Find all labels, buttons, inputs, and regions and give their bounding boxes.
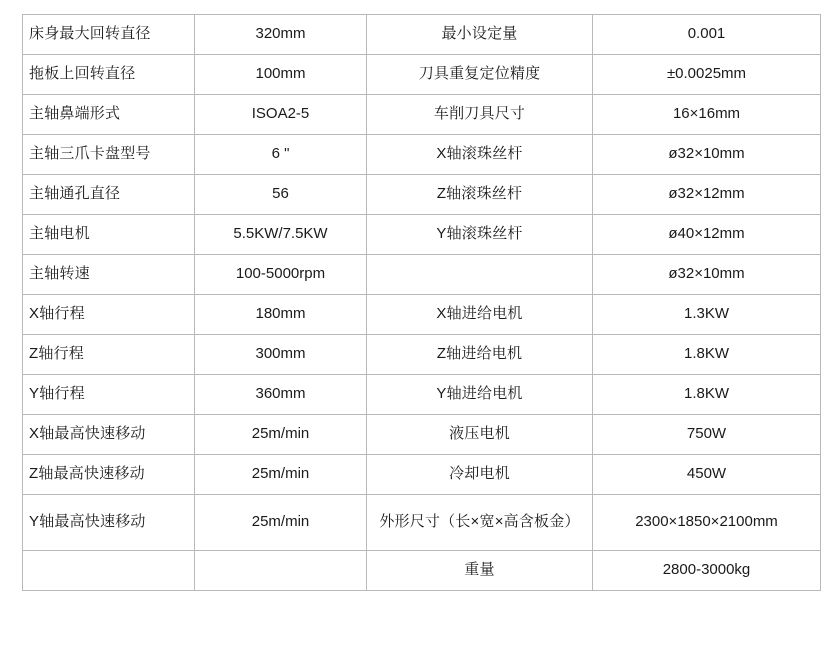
- spec-value-2: 16×16mm: [593, 95, 821, 135]
- spec-value: 320mm: [195, 15, 367, 55]
- spec-value-2: 1.8KW: [593, 335, 821, 375]
- spec-label: 主轴三爪卡盘型号: [23, 135, 195, 175]
- specification-table-body: [23, 15, 821, 591]
- spec-label: 主轴电机: [23, 215, 195, 255]
- table-row: [23, 55, 821, 95]
- spec-value-2: 0.001: [593, 15, 821, 55]
- spec-label-2: 最小设定量: [367, 15, 593, 55]
- spec-value-2: 2300×1850×2100mm: [593, 495, 821, 551]
- table-row: [23, 95, 821, 135]
- spec-label-2: 液压电机: [367, 415, 593, 455]
- table-row: [23, 15, 821, 55]
- table-row: [23, 295, 821, 335]
- spec-value-2: 1.3KW: [593, 295, 821, 335]
- spec-value-2: ±0.0025mm: [593, 55, 821, 95]
- spec-label-2: [367, 255, 593, 295]
- spec-label-2: Y轴滚珠丝杆: [367, 215, 593, 255]
- spec-value-2: 2800-3000kg: [593, 551, 821, 591]
- spec-label-2: 冷却电机: [367, 455, 593, 495]
- spec-value: 300mm: [195, 335, 367, 375]
- specification-table: [22, 14, 821, 591]
- table-row: [23, 335, 821, 375]
- spec-value: 25m/min: [195, 495, 367, 551]
- spec-value-2: 1.8KW: [593, 375, 821, 415]
- spec-value-2: 750W: [593, 415, 821, 455]
- spec-value: 56: [195, 175, 367, 215]
- table-row: [23, 375, 821, 415]
- spec-value: 180mm: [195, 295, 367, 335]
- spec-value: 6 ": [195, 135, 367, 175]
- spec-label: 主轴转速: [23, 255, 195, 295]
- spec-value-2: ø32×12mm: [593, 175, 821, 215]
- spec-value: 100-5000rpm: [195, 255, 367, 295]
- spec-label: 主轴鼻端形式: [23, 95, 195, 135]
- spec-label: X轴行程: [23, 295, 195, 335]
- table-row: [23, 455, 821, 495]
- spec-value-2: 450W: [593, 455, 821, 495]
- spec-value-2: ø32×10mm: [593, 135, 821, 175]
- spec-label-2: X轴滚珠丝杆: [367, 135, 593, 175]
- spec-label: 床身最大回转直径: [23, 15, 195, 55]
- spec-value-2: ø32×10mm: [593, 255, 821, 295]
- spec-label: 主轴通孔直径: [23, 175, 195, 215]
- spec-value: [195, 551, 367, 591]
- spec-label-2: 外形尺寸（长×宽×高含板金）: [367, 495, 593, 551]
- spec-value: 360mm: [195, 375, 367, 415]
- spec-label: Z轴最高快速移动: [23, 455, 195, 495]
- spec-label: Y轴最高快速移动: [23, 495, 195, 551]
- spec-value: 25m/min: [195, 455, 367, 495]
- spec-label-2: 车削刀具尺寸: [367, 95, 593, 135]
- spec-value: 5.5KW/7.5KW: [195, 215, 367, 255]
- spec-value: 100mm: [195, 55, 367, 95]
- spec-label-2: Y轴进给电机: [367, 375, 593, 415]
- spec-label-2: X轴进给电机: [367, 295, 593, 335]
- table-row: [23, 135, 821, 175]
- spec-label-2: Z轴进给电机: [367, 335, 593, 375]
- spec-label: 拖板上回转直径: [23, 55, 195, 95]
- spec-value: ISOA2-5: [195, 95, 367, 135]
- table-row: [23, 215, 821, 255]
- spec-label-2: 刀具重复定位精度: [367, 55, 593, 95]
- table-row: [23, 495, 821, 551]
- spec-label: X轴最高快速移动: [23, 415, 195, 455]
- table-row: [23, 175, 821, 215]
- spec-label-2: Z轴滚珠丝杆: [367, 175, 593, 215]
- spec-label-2: 重量: [367, 551, 593, 591]
- table-row: [23, 551, 821, 591]
- spec-value: 25m/min: [195, 415, 367, 455]
- spec-label: [23, 551, 195, 591]
- table-row: [23, 415, 821, 455]
- table-row: [23, 255, 821, 295]
- spec-label: Z轴行程: [23, 335, 195, 375]
- spec-value-2: ø40×12mm: [593, 215, 821, 255]
- spec-label: Y轴行程: [23, 375, 195, 415]
